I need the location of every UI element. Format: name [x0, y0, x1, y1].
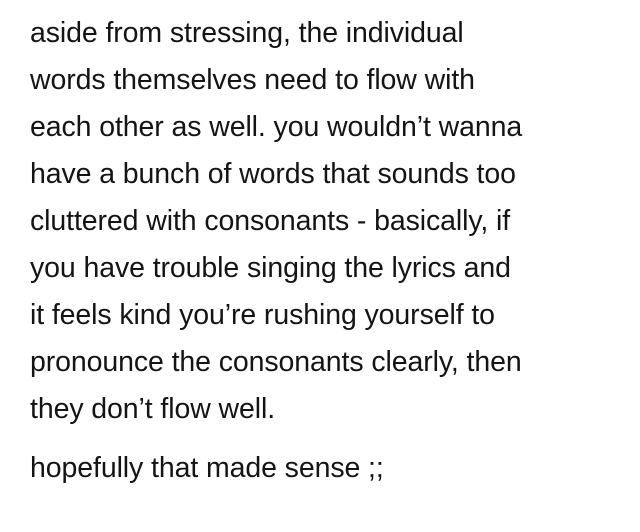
text-line: pronounce the consonants clearly, then	[30, 346, 522, 378]
text-line: words themselves need to flow with	[30, 64, 475, 96]
text-line: cluttered with consonants - basically, if	[30, 205, 511, 237]
text-line: each other as well. you wouldn’t wanna	[30, 111, 523, 143]
post-body	[30, 10, 620, 492]
paragraph-1	[30, 10, 620, 433]
text-line: have a bunch of words that sounds too	[30, 158, 516, 190]
text-line: hopefully that made sense ;;	[30, 452, 384, 484]
paragraph-2	[30, 445, 620, 492]
text-line: you have trouble singing the lyrics and	[30, 252, 511, 284]
text-line: they don’t flow well.	[30, 393, 276, 425]
text-line: it feels kind you’re rushing yourself to	[30, 299, 495, 331]
text-line: aside from stressing, the individual	[30, 17, 464, 49]
